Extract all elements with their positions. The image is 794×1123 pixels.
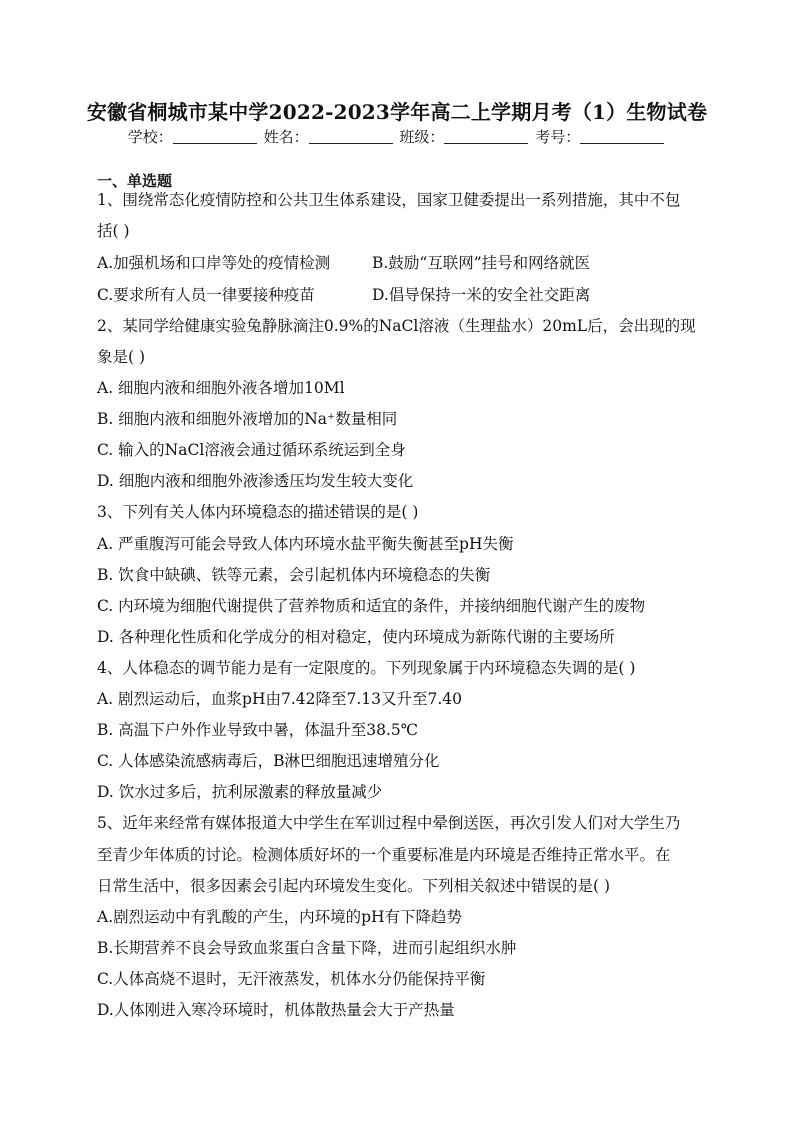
class-blank[interactable] <box>444 129 528 144</box>
q5-option-b: B.长期营养不良会导致血浆蛋白含量下降，进而引起组织水肿 <box>97 939 517 957</box>
page-title: 安徽省桐城市某中学2022-2023学年高二上学期月考（1）生物试卷 <box>86 100 708 124</box>
q1-stem-line1: 1、围绕常态化疫情防控和公共卫生体系建设，国家卫健委提出一系列措施，其中不包 <box>97 191 681 209</box>
q2-option-c: C. 输入的NaCl溶液会通过循环系统运到全身 <box>97 441 406 459</box>
q4-option-a: A. 剧烈运动后，血浆pH由7.42降至7.13又升至7.40 <box>97 690 463 708</box>
number-label: 考号： <box>535 128 581 146</box>
q4-option-d: D. 饮水过多后，抗利尿激素的释放量减少 <box>97 783 383 801</box>
name-blank[interactable] <box>309 129 393 144</box>
q2-option-a: A. 细胞内液和细胞外液各增加10Ml <box>97 379 345 397</box>
number-blank[interactable] <box>580 129 664 144</box>
q1-option-a: A.加强机场和口岸等处的疫情检测 <box>97 254 331 272</box>
q3-option-d: D. 各种理化性质和化学成分的相对稳定，使内环境成为新陈代谢的主要场所 <box>97 628 615 646</box>
q5-stem-line2: 至青少年体质的讨论。检测体质好坏的一个重要标准是内环境是否维持正常水平。在 <box>97 846 671 864</box>
q2-stem-line2: 象是( ) <box>97 348 146 366</box>
q2-option-b: B. 细胞内液和细胞外液增加的Na⁺数量相同 <box>97 410 398 428</box>
q5-stem-line1: 5、近年来经常有媒体报道大中学生在军训过程中晕倒送医，再次引发人们对大学生乃 <box>97 814 681 832</box>
q4-option-b: B. 高温下户外作业导致中暑，体温升至38.5℃ <box>97 721 419 739</box>
school-blank[interactable] <box>173 129 257 144</box>
q5-option-c: C.人体高烧不退时，无汗液蒸发，机体水分仍能保持平衡 <box>97 970 486 988</box>
q4-stem-line1: 4、人体稳态的调节能力是有一定限度的。下列现象属于内环境稳态失调的是( ) <box>97 659 636 677</box>
q1-option-b: B.鼓励“互联网”挂号和网络就医 <box>372 254 591 272</box>
q3-option-b: B. 饮食中缺碘、铁等元素，会引起机体内环境稳态的失衡 <box>97 566 491 584</box>
school-label: 学校： <box>127 128 173 146</box>
q3-stem-line1: 3、下列有关人体内环境稳态的描述错误的是( ) <box>97 503 419 521</box>
student-info-line <box>0 126 794 147</box>
q1-stem-line2: 括( ) <box>97 222 130 240</box>
q2-option-d: D. 细胞内液和细胞外液渗透压均发生较大变化 <box>97 472 414 490</box>
q3-option-a: A. 严重腹泻可能会导致人体内环境水盐平衡失衡甚至pH失衡 <box>97 535 514 553</box>
q4-option-c: C. 人体感染流感病毒后，B淋巴细胞迅速增殖分化 <box>97 752 440 770</box>
q5-option-d: D.人体刚进入寒冷环境时，机体散热量会大于产热量 <box>97 1001 455 1019</box>
q1-option-d: D.倡导保持一米的安全社交距离 <box>372 286 591 304</box>
q5-option-a: A.剧烈运动中有乳酸的产生，内环境的pH有下降趋势 <box>97 908 463 926</box>
class-label: 班级： <box>399 128 445 146</box>
q5-stem-line3: 日常生活中，很多因素会引起内环境发生变化。下列相关叙述中错误的是( ) <box>97 877 611 895</box>
section-heading: 一、单选题 <box>97 172 173 190</box>
q2-stem-line1: 2、某同学给健康实验兔静脉滴注0.9%的NaCl溶液（生理盐水）20mL后，会出现的现 <box>97 317 696 335</box>
q1-option-c: C.要求所有人员一律要接种疫苗 <box>97 286 315 304</box>
name-label: 姓名： <box>263 128 309 146</box>
q3-option-c: C. 内环境为细胞代谢提供了营养物质和适宜的条件，并接纳细胞代谢产生的废物 <box>97 597 646 615</box>
